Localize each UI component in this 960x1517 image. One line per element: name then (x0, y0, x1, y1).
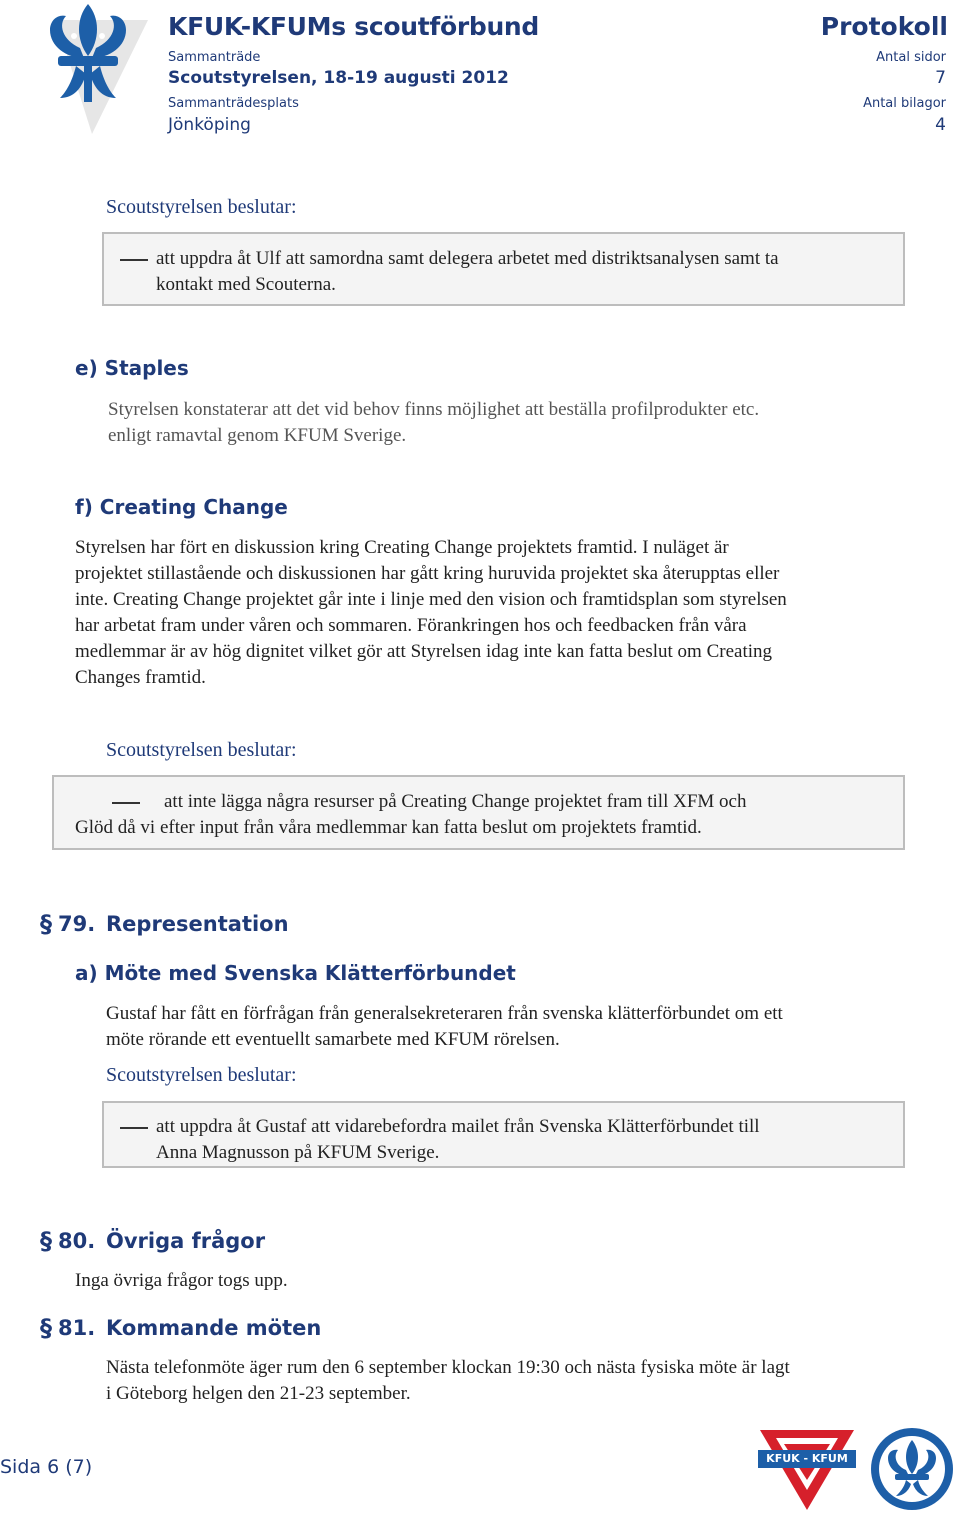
paragraph-line: Nästa telefonmöte äger rum den 6 september klockan 19:30 och nästa fysiska möte är lagt (106, 1357, 790, 1378)
paragraph-sign: § (40, 1227, 52, 1255)
paragraph-line: i Göteborg helgen den 21-23 september. (106, 1383, 411, 1404)
paragraph-sign: § (40, 910, 52, 938)
paragraph-sign: § (40, 1314, 52, 1342)
document-type: Protokoll (820, 12, 948, 41)
subsection-heading: a) Möte med Svenska Klätterförbundet (75, 961, 516, 985)
decision-text-line: Glöd då vi efter input från våra medlemmar kan fatta beslut om projektets framtid. (75, 817, 702, 838)
scout-lily-logo (36, 0, 148, 134)
decision-text-line: att uppdra åt Ulf att samordna samt delegera arbetet med distriktsanalysen samt ta (156, 248, 779, 269)
decision-heading: Scoutstyrelsen beslutar: (106, 1064, 297, 1086)
decision-text-line: kontakt med Scouterna. (156, 274, 336, 295)
section-title: Representation (106, 912, 289, 936)
paragraph-line: enligt ramavtal genom KFUM Sverige. (108, 425, 407, 446)
place-label: Sammanträdesplats (168, 96, 299, 111)
page-number: Sida 6 (7) (0, 1456, 93, 1478)
attachments-label: Antal bilagor (863, 96, 946, 111)
meeting-label: Sammanträde (168, 50, 261, 65)
section-number: 79. (58, 912, 96, 936)
paragraph-line: medlemmar är av hög dignitet vilket gör att Styrelsen idag inte kan fatta beslut om Creating (75, 641, 773, 662)
section-heading: f) Creating Change (75, 495, 288, 519)
dash-marker (120, 259, 148, 261)
section-number: 80. (58, 1229, 96, 1253)
paragraph-line: Gustaf har fått en förfrågan från generalsekreteraren från svenska klätterförbundet om ett (106, 1003, 783, 1024)
decision-box (102, 232, 905, 306)
org-title: KFUK-KFUMs scoutförbund (168, 12, 540, 41)
paragraph-line: Styrelsen konstaterar att det vid behov finns möjlighet att beställa profilprodukter etc. (108, 399, 760, 420)
decision-box (102, 1101, 905, 1168)
decision-box (52, 775, 905, 850)
attachments-value: 4 (935, 115, 946, 135)
paragraph-line: projektet stillastående och diskussionen har gått kring huruvida projektet ska återupptas eller (75, 563, 780, 584)
dash-marker (120, 1127, 148, 1129)
paragraph-line: Changes framtid. (75, 667, 206, 688)
paragraph-line: inte. Creating Change projektet går inte i linje med den vision och framtidsplan som styrelsen (75, 589, 787, 610)
decision-text-line: Anna Magnusson på KFUM Sverige. (156, 1142, 440, 1163)
dash-marker (112, 802, 140, 804)
paragraph-line: möte rörande ett eventuellt samarbete med KFUM rörelsen. (106, 1029, 560, 1050)
ymca-triangle-logo (758, 1428, 856, 1512)
paragraph-line: Styrelsen har fört en diskussion kring Creating Change projektets framtid. I nuläget är (75, 537, 729, 558)
meeting-value: Scoutstyrelsen, 18-19 augusti 2012 (168, 68, 509, 88)
decision-heading: Scoutstyrelsen beslutar: (106, 196, 297, 218)
pages-label: Antal sidor (876, 50, 946, 65)
section-title: Övriga frågor (106, 1229, 266, 1253)
decision-heading: Scoutstyrelsen beslutar: (106, 739, 297, 761)
decision-text-line: att inte lägga några resurser på Creating Change projektet fram till XFM och (164, 791, 747, 812)
decision-text-line: att uppdra åt Gustaf att vidarebefordra mailet från Svenska Klätterförbundet till (156, 1116, 760, 1137)
pages-value: 7 (935, 68, 946, 88)
ymca-logo-text: KFUK - KFUM (766, 1452, 848, 1465)
section-number: 81. (58, 1316, 96, 1340)
scout-emblem-logo (868, 1426, 956, 1512)
section-title: Kommande möten (106, 1316, 322, 1340)
paragraph-line: har arbetat fram under våren och sommaren. Förankringen hos och feedbacken från våra (75, 615, 747, 636)
section-heading: e) Staples (75, 356, 189, 380)
place-value: Jönköping (168, 115, 251, 135)
paragraph-line: Inga övriga frågor togs upp. (75, 1270, 288, 1291)
